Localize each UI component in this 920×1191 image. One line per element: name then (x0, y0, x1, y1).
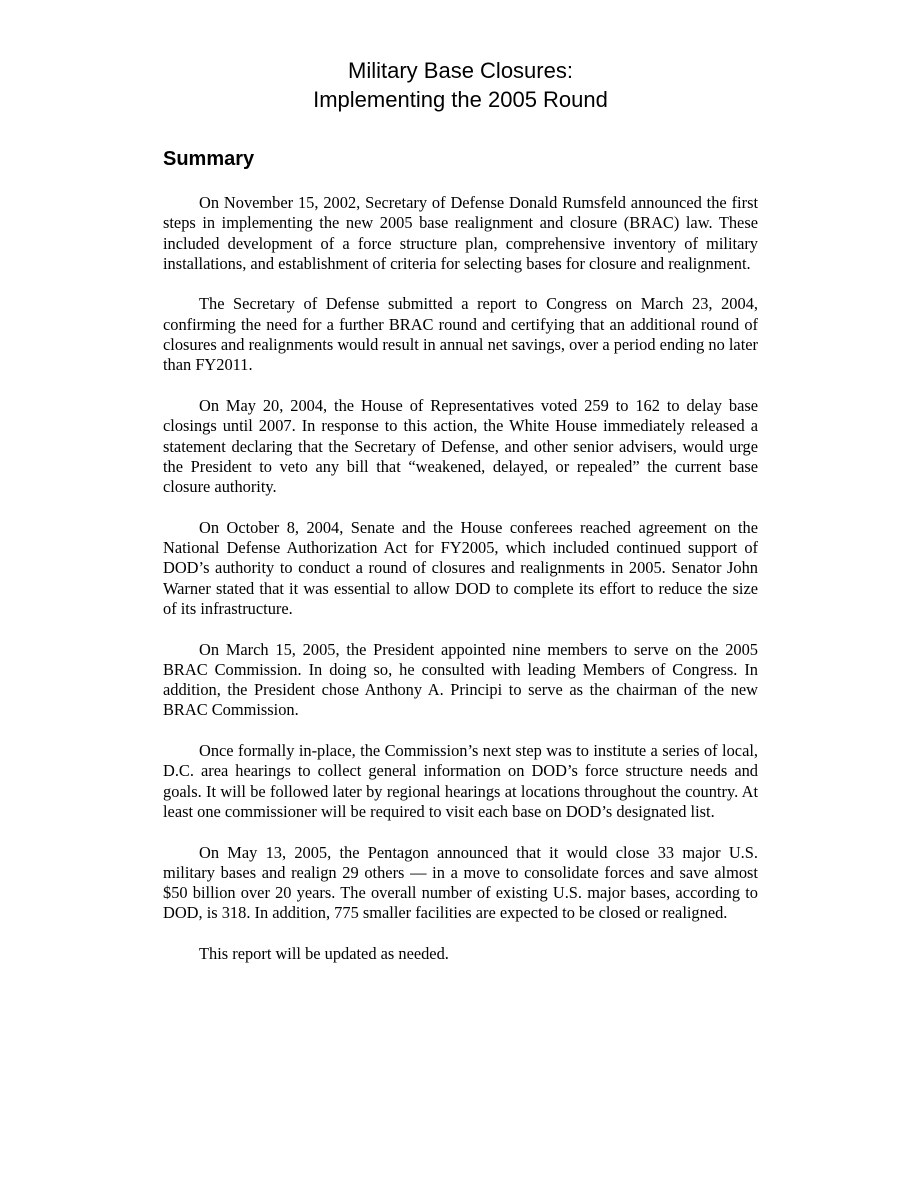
document-page (163, 0, 758, 963)
title-line-2: Implementing the 2005 Round (313, 87, 608, 112)
summary-body (163, 193, 758, 985)
summary-paragraph: On October 8, 2004, Senate and the House conferees reached agreement on the National Defense Authorization Act for FY2005, which included continued support of DOD’s authority to conduct a round of closures and realignments in 2005. Senator John Warner stated that it was essential to allow DOD to complete its effort to reduce the size of its infrastructure. (163, 517, 758, 618)
summary-paragraph: On November 15, 2002, Secretary of Defense Donald Rumsfeld announced the first steps in implementing the new 2005 base realignment and closure (BRAC) law. These included development of a force structure plan, comprehensive inventory of military installations, and establishment of criteria for selecting bases for closure and realignment. (163, 193, 758, 273)
title-line-1: Military Base Closures: (348, 58, 573, 83)
summary-paragraph: Once formally in-place, the Commission’s next step was to institute a series of local, D.C. area hearings to collect general information on DOD’s force structure needs and goals. It will be followed later by regional hearings at locations throughout the country. At least one commissioner will be required to visit each base on DOD’s designated list. (163, 741, 758, 821)
document-title (163, 0, 758, 114)
summary-paragraph: On March 15, 2005, the President appointed nine members to serve on the 2005 BRAC Commission. In doing so, he consulted with leading Members of Congress. In addition, the President chose Anthony A. Principi to serve as the chairman of the new BRAC Commission. (163, 639, 758, 720)
section-heading-summary: Summary (163, 148, 255, 170)
summary-paragraph: On May 13, 2005, the Pentagon announced that it would close 33 major U.S. military bases and realign 29 others — in a move to consolidate forces and save almost $50 billion over 20 years. The overall number of existing U.S. major bases, according to DOD, is 318. In addition, 775 smaller facilities are expected to be closed or realigned. (163, 842, 758, 923)
summary-paragraph: On May 20, 2004, the House of Representatives voted 259 to 162 to delay base closings until 2007. In response to this action, the White House immediately released a statement declaring that the Secretary of Defense, and other senior advisers, would urge the President to veto any bill that “weakened, delayed, or repealed” the current base closure authority. (163, 395, 758, 497)
summary-paragraph: The Secretary of Defense submitted a report to Congress on March 23, 2004, confirming the need for a further BRAC round and certifying that an additional round of closures and realignments would result in annual net savings, over a period ending no later than FY2011. (163, 294, 758, 375)
summary-paragraph: This report will be updated as needed. (199, 943, 449, 963)
